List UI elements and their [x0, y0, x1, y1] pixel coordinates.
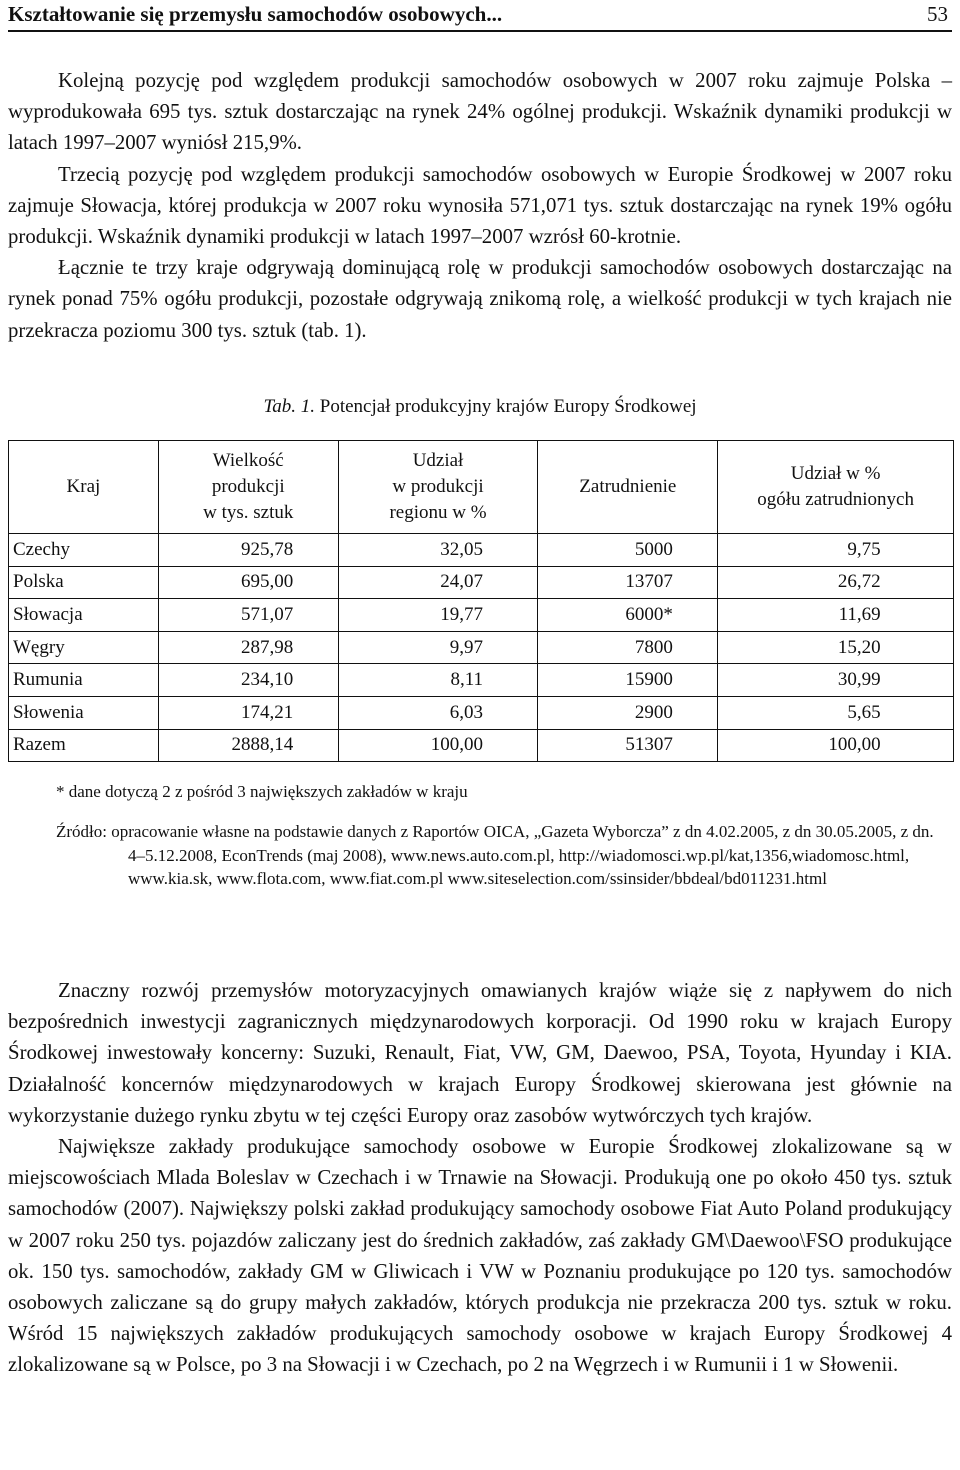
cell-emp-share	[718, 696, 954, 729]
cell-value: 19,77	[440, 603, 484, 625]
cell-value: 2888,14	[231, 734, 294, 756]
header-line: Udział w %	[790, 463, 881, 484]
table-row	[9, 664, 954, 697]
header-line: ogółu zatrudnionych	[757, 489, 914, 510]
source-text: opracowanie własne na podstawie danych z Raportów OICA, „Gazeta Wyborcza” z dn 4.02.2005, z dn 30.05.2005, z dn. 4–5.12.2008, EconTrends (maj 2008), www.news.auto.com.pl, http://wiadomosci.wp.pl/kat,1356,wiadomosc.html, www.kia.sk, www.flota.com, www.fiat.com.pl www.siteselection.com/ssinsider/bbdeal/bd011231.html	[111, 822, 934, 888]
cell-emp-share	[718, 534, 954, 567]
cell-share	[338, 566, 538, 599]
cell-value: 287,98	[240, 636, 294, 658]
cell-value: 30,99	[837, 669, 881, 691]
cell-value: 13707	[625, 571, 673, 593]
table-row-total	[9, 729, 954, 762]
cell-value: 9,97	[449, 636, 484, 658]
paragraph: Znaczny rozwój przemysłów motoryzacyjnych omawianych krajów wiąże się z napływem do nich bezpośrednich inwestycji zagranicznych międzynarodowych korporacji. Od 1990 roku w krajach Europy Środkowej inwestowały koncerny: Suzuki, Renault, Fiat, VW, GM, Daewoo, PSA, Toyota, Hyunday i KIA. Działalność koncernów międzynarodowych w krajach Europy Środkowej skierowana jest głównie na wykorzystanie dużego rynku zbytu w tej części Europy oraz zasobów wytwórczych tych krajów.	[8, 979, 952, 1127]
header-emp-share	[718, 441, 954, 534]
table-title: Potencjał produkcyjny krajów Europy Środkowej	[319, 396, 697, 417]
table-footnote: * dane dotyczą 2 z pośród 3 największych zakładów w kraju	[56, 782, 468, 801]
cell-share	[338, 534, 538, 567]
table-header-row	[9, 441, 954, 534]
cell-value: 7800	[634, 636, 673, 658]
cell-employment	[538, 599, 718, 632]
cell-value: 100,00	[430, 734, 484, 756]
cell-share	[338, 664, 538, 697]
paragraph: Trzecią pozycję pod względem produkcji samochodów osobowych w Europie Środkowej w 2007 roku zajmuje Słowacja, której produkcja w 2007 roku wynosiła 571,071 tys. sztuk dostarczając na rynek 19% ogółu produkcji. Wskaźnik dynamiki produkcji w latach 1997–2007 wzrósł 60-krotnie.	[8, 162, 952, 249]
table-caption	[0, 396, 960, 418]
cell-country: Węgry	[9, 631, 159, 664]
cell-emp-share	[718, 729, 954, 762]
header-line: Wielkość	[212, 450, 284, 471]
cell-share	[338, 599, 538, 632]
running-title: Kształtowanie się przemysłu samochodów osobowych...	[8, 2, 503, 26]
table-row	[9, 566, 954, 599]
cell-value: 100,00	[828, 734, 881, 756]
cell-emp-share	[718, 631, 954, 664]
cell-production	[158, 534, 338, 567]
header-country: Kraj	[9, 441, 159, 534]
cell-value: 8,11	[450, 669, 484, 691]
cell-employment	[538, 631, 718, 664]
body-text-top	[8, 65, 952, 346]
cell-share	[338, 729, 538, 762]
header-line: produkcji	[211, 476, 285, 497]
paragraph: Łącznie te trzy kraje odgrywają dominującą rolę w produkcji samochodów osobowych dostarczając na rynek ponad 75% ogółu produkcji, pozostałe odgrywają znikomą rolę, a wielkość produkcji w tych krajach nie przekracza poziomu 300 tys. sztuk (tab. 1).	[8, 256, 952, 342]
cell-country: Polska	[9, 566, 159, 599]
source-body	[56, 820, 952, 891]
cell-country: Czechy	[9, 534, 159, 567]
table-row	[9, 599, 954, 632]
header-production	[158, 441, 338, 534]
cell-country: Razem	[9, 729, 159, 762]
cell-value: 234,10	[240, 669, 294, 691]
cell-value: 11,69	[838, 603, 881, 625]
cell-country: Słowenia	[9, 696, 159, 729]
cell-emp-share	[718, 566, 954, 599]
cell-production	[158, 664, 338, 697]
cell-share	[338, 696, 538, 729]
cell-production	[158, 729, 338, 762]
cell-country: Rumunia	[9, 664, 159, 697]
cell-value: 571,07	[240, 603, 294, 625]
cell-value: 2900	[634, 701, 673, 723]
cell-value: 925,78	[240, 538, 294, 560]
cell-employment	[538, 534, 718, 567]
page-number: 53	[927, 2, 948, 26]
cell-share	[338, 631, 538, 664]
header-line: w produkcji	[392, 476, 484, 497]
cell-value: 26,72	[837, 571, 881, 593]
cell-value: 24,07	[440, 571, 484, 593]
cell-employment	[538, 664, 718, 697]
cell-production	[158, 631, 338, 664]
cell-value: 51307	[625, 734, 673, 756]
cell-employment	[538, 566, 718, 599]
table-number: Tab. 1.	[263, 396, 316, 417]
cell-emp-share	[718, 599, 954, 632]
table-row	[9, 534, 954, 567]
cell-production	[158, 566, 338, 599]
cell-value: 15,20	[837, 636, 881, 658]
cell-value: 15900	[625, 669, 673, 691]
source-label: Źródło:	[56, 822, 107, 841]
paragraph: Kolejną pozycję pod względem produkcji samochodów osobowych w 2007 roku zajmuje Polska – wyprodukowała 695 tys. sztuk dostarczając na rynek 24% ogólnej produkcji. Wskaźnik dynamiki produkcji w latach 1997–2007 wyniósł 215,9%.	[8, 69, 952, 155]
cell-value: 32,05	[440, 538, 484, 560]
cell-employment	[538, 696, 718, 729]
cell-value: 9,75	[847, 538, 881, 560]
cell-employment	[538, 729, 718, 762]
header-line: regionu w %	[389, 502, 487, 523]
cell-emp-share	[718, 664, 954, 697]
cell-production	[158, 696, 338, 729]
table-row	[9, 631, 954, 664]
cell-value: 5,65	[847, 701, 881, 723]
header-employment: Zatrudnienie	[538, 441, 718, 534]
paragraph: Największe zakłady produkujące samochody osobowe w Europie Środkowej zlokalizowane są w miejscowościach Mlada Boleslav w Czechach i w Trnawie na Słowacji. Produkują one po około 450 tys. sztuk samochodów (2007). Największy polski zakład produkujący samochody osobowe Fiat Auto Poland produkujący w 2007 roku 250 tys. pojazdów zaliczany jest do średnich zakładów, zaś zakłady GM\Daewoo\FSO produkujące ok. 150 tys. samochodów, zakłady GM w Gliwicach i VW w Poznaniu produkujące po 120 tys. samochodów osobowych zaliczane są do grupy małych zakładów, których produkcja nie przekracza 200 tys. sztuk w roku. Wśród 15 największych zakładów produkujących samochody osobowe w krajach Europy Środkowej 4 zlokalizowane są w Polsce, po 3 na Słowacji i w Czechach, po 2 na Węgrzech i w Rumunii i 1 w Słowenii.	[8, 1135, 952, 1377]
header-line: Udział	[412, 450, 464, 471]
body-text-bottom	[8, 975, 952, 1381]
cell-production	[158, 599, 338, 632]
table-source	[56, 820, 952, 891]
data-table	[8, 440, 954, 762]
cell-value: 174,21	[240, 701, 294, 723]
cell-country: Słowacja	[9, 599, 159, 632]
cell-value: 6,03	[449, 701, 484, 723]
cell-value: 695,00	[240, 571, 294, 593]
running-header	[8, 0, 952, 32]
cell-value: 5000	[634, 538, 673, 560]
header-line: w tys. sztuk	[203, 502, 294, 523]
header-share	[338, 441, 538, 534]
table-row	[9, 696, 954, 729]
cell-value: 6000*	[625, 603, 673, 625]
